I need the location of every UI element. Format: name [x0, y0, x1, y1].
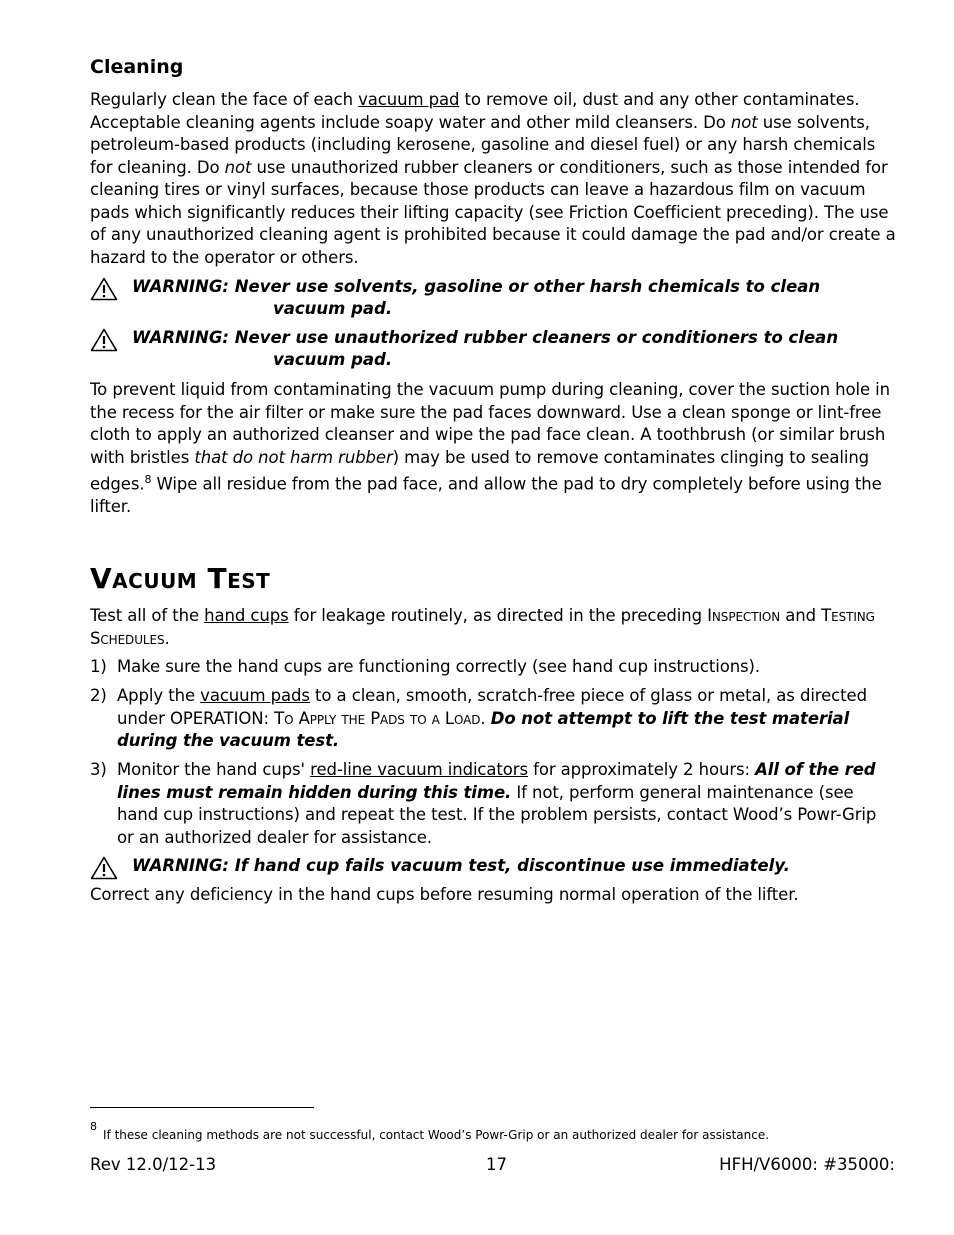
footnote: $^8$If these cleaning methods are not successful, contact Wood’s Powr-Grip or an authorized dealer for assistance.: [90, 1120, 770, 1142]
footnote-reference[interactable]: 8: [144, 473, 152, 486]
hand-cups-link[interactable]: hand cups: [204, 606, 289, 625]
warning-triangle-icon: [90, 328, 118, 352]
footer-page-number: 17: [486, 1155, 507, 1174]
vacuum-pads-link[interactable]: vacuum pads: [200, 686, 310, 705]
warning-text-line2: vacuum pad.: [273, 299, 393, 318]
warning-vacuum-test: [90, 855, 898, 879]
footer-model: HFH/V6000: #35000:: [719, 1155, 895, 1174]
cleaning-paragraph-2: To prevent liquid from contaminating the vacuum pump during cleaning, cover the suction hole in the recess for the air filter or make sure the pad faces downward. Use a clean sponge or lint-free cloth to apply an authorized cleanser and wipe the pad face clean. A toothbrush (or similar brush with bristles that do not harm rubber) may be used to remove contaminates clinging to sealing edges.$^8$ Wipe all residue from the pad face, and allow the pad to dry completely before using the lifter.: [90, 380, 891, 516]
closing-paragraph: Correct any deficiency in the hand cups before resuming normal operation of the lifter.: [90, 885, 799, 904]
red-line-indicators-link[interactable]: red-line vacuum indicators: [310, 760, 528, 779]
cleaning-heading: Cleaning: [90, 56, 184, 78]
warning-text-line2: vacuum pad.: [273, 350, 393, 369]
vacuum-test-intro: Test all of the hand cups for leakage routinely, as directed in the preceding Inspection and Testing Schedules.: [90, 606, 875, 648]
footnote-divider: [90, 1107, 314, 1108]
warning-text-line1: WARNING: Never use unauthorized rubber cleaners or conditioners to clean: [132, 328, 839, 347]
vacuum-test-heading: VACUUM TEST: [90, 562, 271, 595]
warning-text-line1: WARNING: Never use solvents, gasoline or other harsh chemicals to clean: [132, 277, 821, 296]
warning-triangle-icon: [90, 277, 118, 301]
cleaning-paragraph-1: Regularly clean the face of each vacuum pad to remove oil, dust and any other contaminates. Acceptable cleaning agents include soapy water and other mild cleansers. Do not use solvents, petroleum-based products (including kerosene, gasoline and diesel fuel) or any harsh chemicals for cleaning. Do not use unauthorized rubber cleaners or conditioners, such as those intended for cleaning tires or vinyl surfaces, because those products can leave a hazardous film on vacuum pads which significantly reduces their lifting capacity (see Friction Coefficient preceding). The use of any unauthorized cleaning agent is prohibited because it could damage the pad and/or create a hazard to the operator or others.: [90, 90, 896, 267]
vacuum-pad-link[interactable]: vacuum pad: [358, 90, 460, 109]
warning-text: WARNING: If hand cup fails vacuum test, discontinue use immediately.: [132, 856, 790, 875]
warning-rubber-cleaners: [90, 327, 898, 373]
warning-solvents: [90, 276, 898, 322]
footer-revision: Rev 12.0/12-13: [90, 1155, 217, 1174]
warning-triangle-icon: [90, 856, 118, 880]
